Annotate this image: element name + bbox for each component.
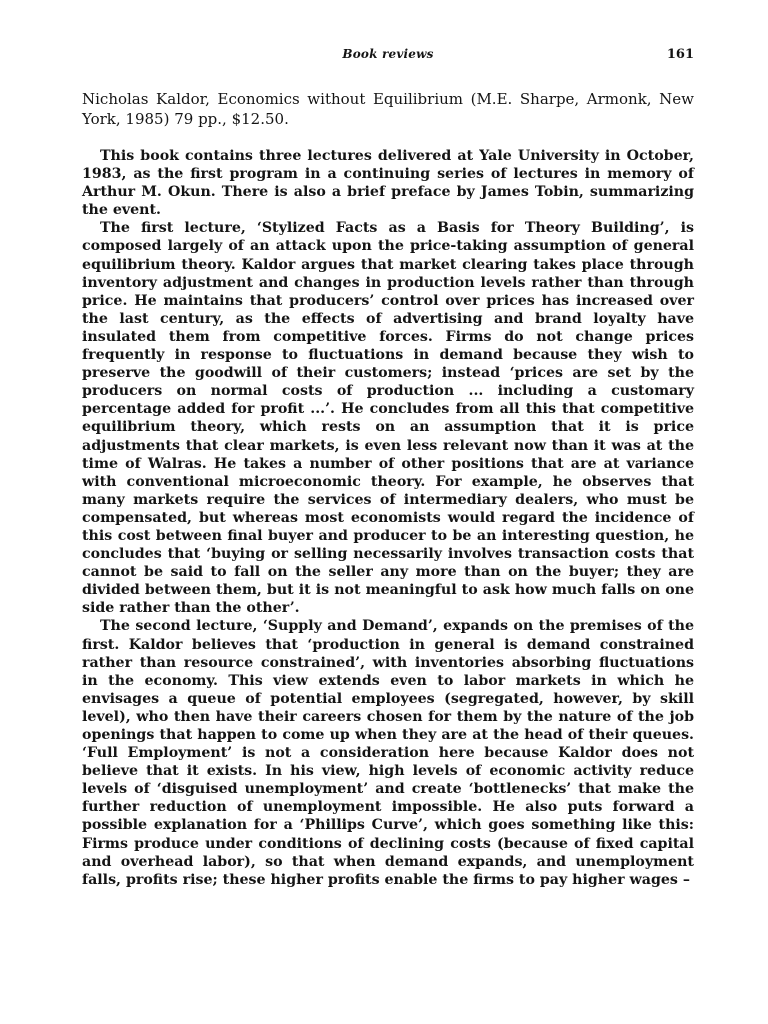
paragraph-intro: This book contains three lectures delivered at Yale University in October, 1983, as the first program in a continuing series of lectures in memory of Arthur M. Okun. There is also a brief preface by James Tobin, summarizing the event. — [82, 148, 694, 219]
reviewed-work-citation: Nicholas Kaldor, Economics without Equilibrium (M.E. Sharpe, Armonk, New York, 1985) 79 pp., $12.50. — [82, 90, 694, 128]
review-body — [82, 147, 694, 889]
paragraph-first-lecture: The first lecture, ‘Stylized Facts as a Basis for Theory Building’, is composed largely of an attack upon the price-taking assumption of general equilibrium theory. Kaldor argues that market clearing takes place through inventory adjustment and changes in production levels rather than through price. He maintains that producers’ control over prices has increased over the last century, as the effects of advertising and brand loyalty have insulated them from competitive forces. Firms do not change prices frequently in response to fluctuations in demand because they wish to preserve the goodwill of their customers; instead ‘prices are set by the producers on normal costs of production ... including a customary percentage added for profit ...’. He concludes from all this that competitive equilibrium theory, which rests on an assumption that it is price adjustments that clear markets, is even less relevant now than it was at the time of Walras. He takes a number of other positions that are at variance with conventional microeconomic theory. For example, he observes that many markets require the services of intermediary dealers, who must be compensated, but whereas most economists would regard the incidence of this cost between final buyer and producer to be an interesting question, he concludes that ‘buying or selling necessarily involves transaction costs that cannot be said to fall on the seller any more than on the buyer; they are divided between them, but it is not meaningful to ask how much falls on one side rather than the other’. — [82, 220, 694, 617]
section-title: Book reviews — [342, 47, 434, 61]
paragraph-second-lecture: The second lecture, ‘Supply and Demand’, expands on the premises of the first. Kaldor believes that ‘production in general is demand constrained rather than resource constrained’, with inventories absorbing fluctuations in the economy. This view extends even to labor markets in which he envisages a queue of potential employees (segregated, however, by skill level), who then have their careers chosen for them by the nature of the job openings that happen to come up when they are at the head of their queues. ‘Full Employment’ is not a consideration here because Kaldor does not believe that it exists. In his view, high levels of economic activity reduce levels of ‘disguised unemployment’ and create ‘bottlenecks’ that make the further reduction of unemployment impossible. He also puts forward a possible explanation for a ‘Phillips Curve’, which goes something like this: Firms produce under conditions of declining costs (because of fixed capital and overhead labor), so that when demand expands, and unemployment falls, profits rise; these higher profits enable the firms to pay higher wages – — [82, 618, 694, 888]
running-head — [82, 47, 694, 67]
page-number: 161 — [666, 47, 694, 62]
